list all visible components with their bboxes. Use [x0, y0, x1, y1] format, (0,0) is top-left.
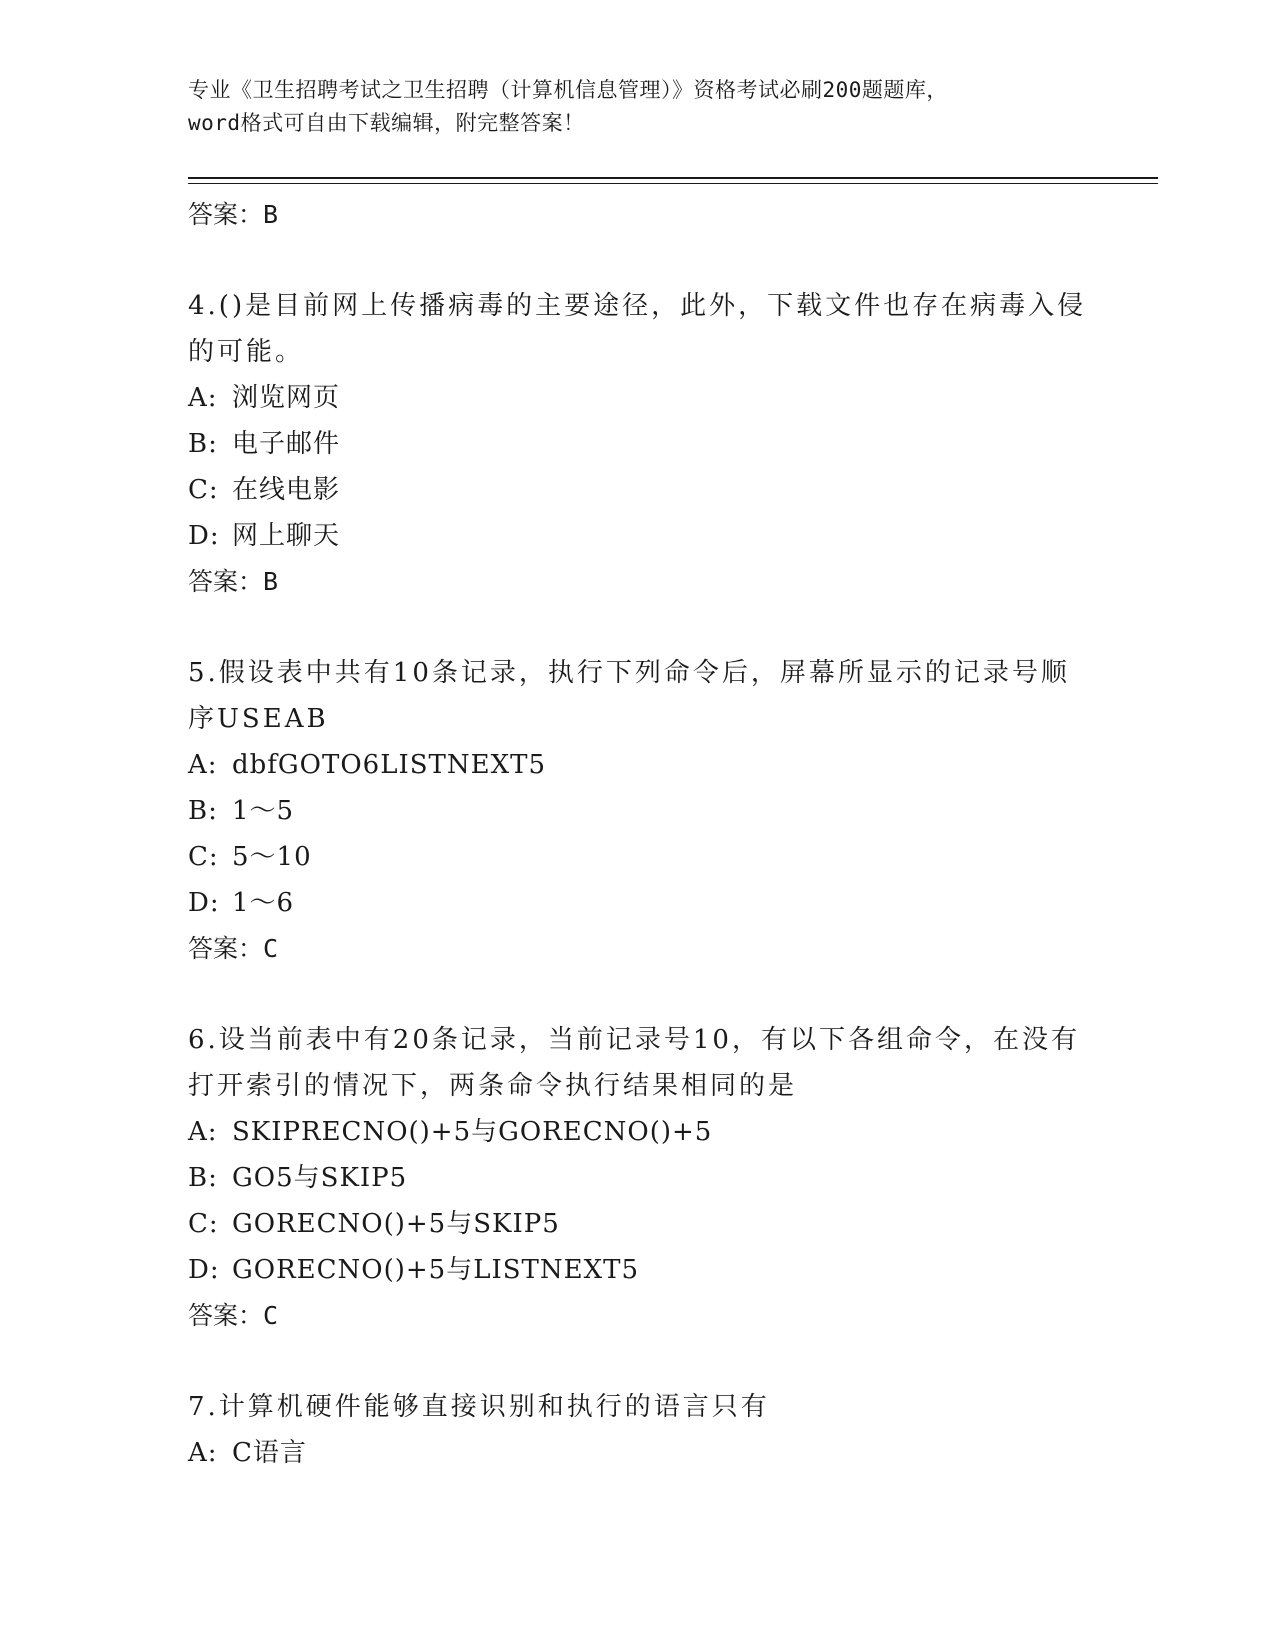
option-b	[188, 1155, 1088, 1201]
option-value: dbfGOTO6LISTNEXT5	[232, 750, 547, 780]
option-value: 浏览网页	[232, 383, 341, 413]
option-b	[188, 421, 1088, 467]
option-key: C:	[188, 475, 219, 505]
option-d	[188, 880, 1088, 926]
document-header	[188, 74, 1088, 140]
option-a	[188, 742, 1088, 788]
option-value: 1～5	[232, 796, 295, 826]
option-value: 网上聊天	[232, 521, 341, 551]
option-c	[188, 1201, 1088, 1247]
option-key: C:	[188, 842, 219, 872]
option-b	[188, 788, 1088, 834]
option-value: GORECNO()+5与LISTNEXT5	[232, 1255, 640, 1285]
option-value: 1～6	[232, 888, 295, 918]
option-a	[188, 375, 1088, 421]
option-key: B:	[188, 429, 218, 459]
option-value: C语言	[232, 1438, 307, 1468]
option-value: GO5与SKIP5	[232, 1163, 408, 1193]
option-key: B:	[188, 796, 218, 826]
option-key: A:	[188, 1117, 218, 1147]
question-text: 6.设当前表中有20条记录，当前记录号10，有以下各组命令，在没有打开索引的情况下，两条命令执行结果相同的是	[188, 1025, 1080, 1101]
option-key: A:	[188, 750, 218, 780]
option-key: D:	[188, 521, 220, 551]
answer-text: 答案：B	[188, 567, 279, 596]
option-key: B:	[188, 1163, 218, 1193]
option-value: 电子邮件	[232, 429, 341, 459]
option-value: 5～10	[232, 842, 312, 872]
option-c	[188, 834, 1088, 880]
option-value: GORECNO()+5与SKIP5	[232, 1209, 560, 1239]
option-d	[188, 513, 1088, 559]
option-a	[188, 1109, 1088, 1155]
question-text: 5.假设表中共有10条记录，执行下列命令后，屏幕所显示的记录号顺序USEAB	[188, 658, 1070, 734]
answer-text: 答案：C	[188, 934, 279, 963]
option-key: A:	[188, 383, 218, 413]
option-key: D:	[188, 1255, 220, 1285]
question-list	[188, 192, 1088, 1521]
option-value: 在线电影	[232, 475, 341, 505]
question-text: 4.()是目前网上传播病毒的主要途径，此外，下载文件也存在病毒入侵的可能。	[188, 291, 1087, 367]
option-value: SKIPRECNO()+5与GORECNO()+5	[232, 1117, 713, 1147]
question-text: 7.计算机硬件能够直接识别和执行的语言只有	[188, 1392, 770, 1422]
question-block	[188, 650, 1088, 972]
answer-text: 答案：C	[188, 1301, 279, 1330]
option-a	[188, 1430, 1088, 1476]
option-d	[188, 1247, 1088, 1293]
header-line-1: 专业《卫生招聘考试之卫生招聘（计算机信息管理）》资格考试必刷200题题库，	[188, 78, 948, 102]
option-c	[188, 467, 1088, 513]
answer-text: 答案：B	[188, 200, 279, 229]
header-divider-thin	[188, 183, 1158, 184]
option-key: D:	[188, 888, 220, 918]
option-key: C:	[188, 1209, 219, 1239]
question-block	[188, 1017, 1088, 1339]
header-divider	[188, 177, 1158, 179]
question-block	[188, 1384, 1088, 1476]
option-key: A:	[188, 1438, 218, 1468]
header-line-2: word格式可自由下载编辑，附完整答案！	[188, 111, 585, 135]
question-block	[188, 283, 1088, 605]
